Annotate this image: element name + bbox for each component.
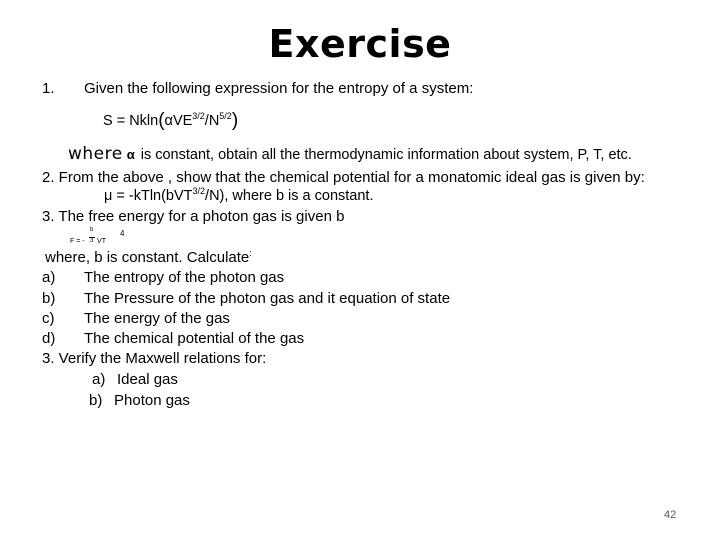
q3-item-b-text: The Pressure of the photon gas and it equation of state: [84, 290, 451, 307]
q1-formula-exp2: 5/2: [219, 111, 232, 121]
q1-text: Given the following expression for the entropy of a system:: [84, 80, 474, 97]
q1-where-word: where: [68, 144, 123, 164]
q3-formula-frac-num: b: [90, 226, 94, 233]
q3-where-line: [45, 248, 252, 266]
q2-formula-exp: 3/2: [192, 186, 206, 196]
q1-alpha-symbol: α: [126, 147, 135, 162]
q3-item-d-text: The chemical potential of the gas: [84, 330, 305, 347]
page-title: Exercise: [268, 22, 452, 66]
q4-item-b-label: b): [89, 392, 103, 409]
q4-text: 3. Verify the Maxwell relations for:: [42, 350, 267, 367]
q3-item-c-label: c): [42, 310, 55, 327]
q3-formula-f-label: F = -: [70, 238, 85, 245]
q3-formula-fraction: [89, 226, 97, 247]
q3-formula: [70, 226, 106, 248]
q3-item-d-label: d): [42, 330, 56, 347]
q1-formula-alpha: α: [164, 113, 173, 129]
q1-formula-prefix: S = Nkln: [103, 113, 159, 129]
q3-item-a-text: The entropy of the photon gas: [84, 269, 285, 286]
q2-formula: [104, 188, 373, 204]
q1-where-line: [68, 144, 632, 164]
q3-colon: :: [249, 248, 252, 258]
q3-formula-exp: 4: [120, 229, 125, 238]
q3-item-c-text: The energy of the gas: [84, 310, 230, 327]
q3-formula-vt: VT: [97, 238, 106, 245]
q3-text: 3. The free energy for a photon gas is given b: [42, 208, 345, 225]
q4-item-a-label: a): [92, 371, 106, 388]
q3-where-text: where, b is constant. Calculate: [45, 249, 250, 266]
q1-formula-close-paren: ): [231, 110, 239, 131]
q1-number: 1.: [42, 80, 55, 97]
q1-formula-open-paren: (: [158, 110, 165, 131]
q1-formula-ve: VE: [172, 113, 193, 129]
q4-item-a-text: Ideal gas: [117, 371, 178, 388]
q2-formula-part2: /N), where b is a constant.: [205, 188, 374, 204]
q4-item-b-text: Photon gas: [114, 392, 190, 409]
q1-rest: is constant, obtain all the thermodynamic information about system, P, T, etc.: [140, 147, 632, 163]
q3-item-a-label: a): [42, 269, 56, 286]
q2-text: 2. From the above , show that the chemical potential for a monatomic ideal gas is given by:: [42, 169, 645, 186]
q2-formula-part1: μ = -kTln(bVT: [104, 188, 193, 204]
q1-formula: [103, 110, 238, 132]
q1-formula-div: /N: [204, 113, 220, 129]
q3-item-b-label: b): [42, 290, 56, 307]
q3-formula-frac-den: 3: [90, 237, 94, 244]
q1-formula-exp1: 3/2: [192, 111, 205, 121]
page-number: 42: [664, 509, 677, 521]
